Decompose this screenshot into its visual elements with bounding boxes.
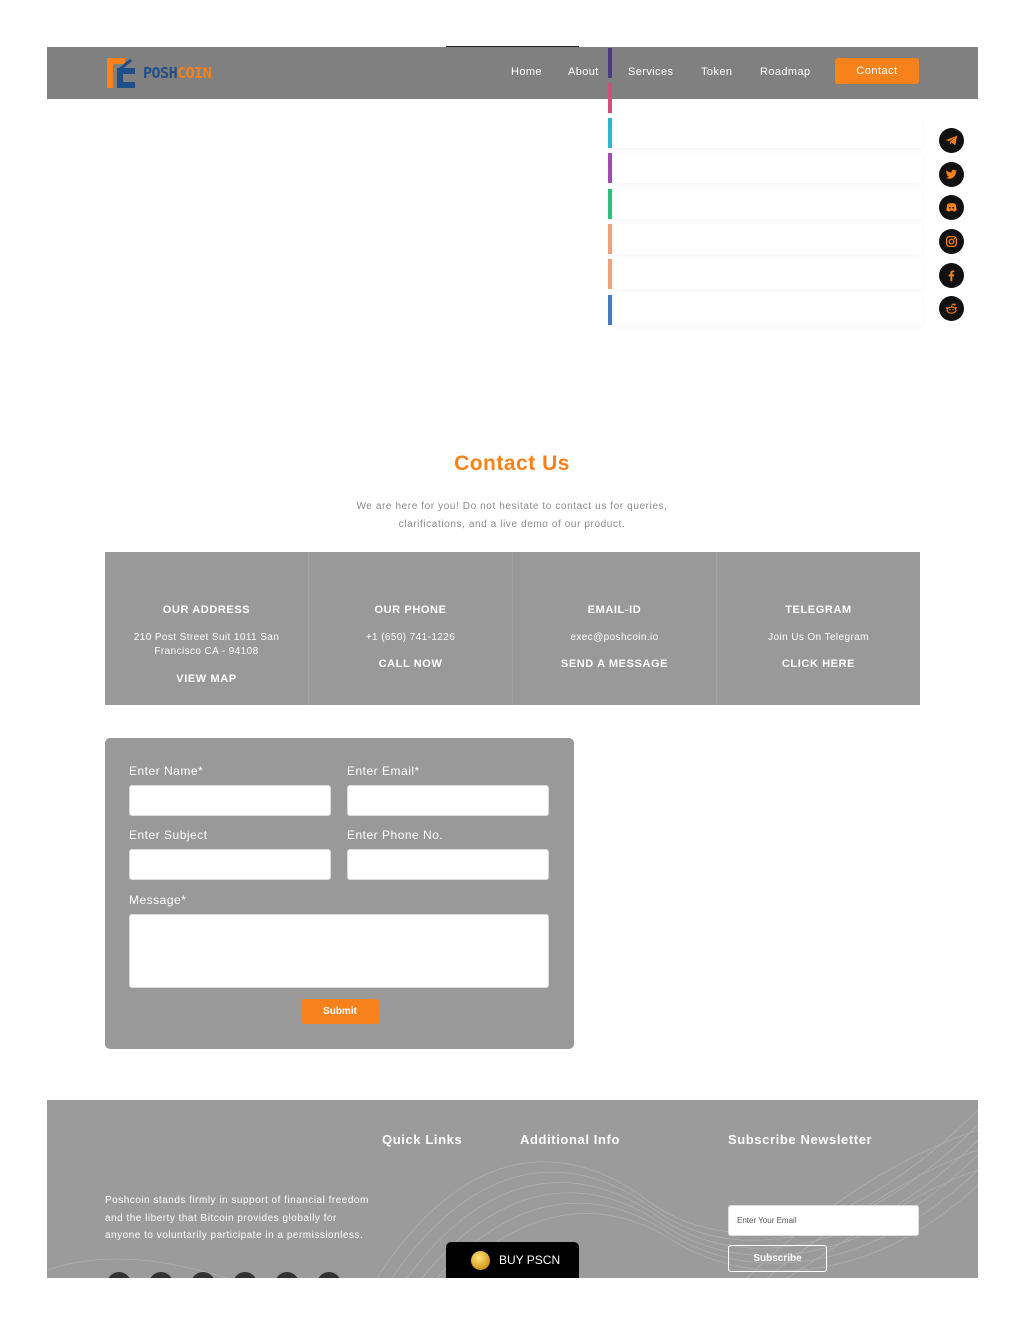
email-card <box>513 552 717 705</box>
email-input[interactable] <box>347 785 549 816</box>
submit-button[interactable]: Submit <box>301 999 379 1024</box>
email-label: Enter Email* <box>347 764 420 778</box>
nav-services[interactable]: Services <box>628 66 674 78</box>
phone-text: +1 (650) 741-1226 <box>365 632 456 643</box>
bar-item-8 <box>608 295 924 325</box>
contact-title: Contact Us <box>454 452 570 475</box>
footer-description: Poshcoin stands firmly in support of financial freedom and the liberty that Bitcoin provides globally for anyone to voluntarily participate in a permissionless. <box>105 1195 369 1241</box>
view-map-link[interactable]: VIEW MAP <box>176 673 237 685</box>
additional-info-heading: Additional Info <box>520 1132 620 1147</box>
reddit-icon[interactable] <box>939 296 964 321</box>
bar-stripe <box>608 224 612 254</box>
address-title: OUR ADDRESS <box>162 604 251 616</box>
bar-stripe <box>608 295 612 325</box>
quick-links-heading: Quick Links <box>382 1132 463 1147</box>
bar-card <box>614 153 922 183</box>
send-message-link[interactable]: SEND A MESSAGE <box>560 658 669 670</box>
bar-stripe <box>608 153 612 183</box>
message-textarea[interactable] <box>129 914 549 988</box>
nav-home[interactable]: Home <box>511 66 542 78</box>
nav-token[interactable]: Token <box>701 66 733 78</box>
address-text: 210 Post Street Suit 1011 San Francisco CA - 94108 <box>133 632 280 657</box>
logo-wordmark: POSHCOIN <box>143 64 212 82</box>
subject-input[interactable] <box>129 849 331 880</box>
phone-input[interactable] <box>347 849 549 880</box>
contact-button[interactable]: Contact <box>835 58 919 84</box>
phone-card <box>309 552 513 705</box>
name-input[interactable] <box>129 785 331 816</box>
nav-about[interactable]: About <box>568 66 599 78</box>
message-label: Message* <box>129 893 187 907</box>
bar-stripe <box>608 118 612 148</box>
poshcoin-logo[interactable] <box>105 56 211 90</box>
bar-item-4 <box>608 153 924 183</box>
telegram-card <box>717 552 920 705</box>
buy-pscn-label: BUY PSCN <box>499 1253 561 1267</box>
contact-form <box>105 738 574 1049</box>
bar-card <box>614 224 922 254</box>
bar-item-7 <box>608 259 924 289</box>
telegram-text: Join Us On Telegram <box>768 632 869 643</box>
bar-item-3 <box>608 118 924 148</box>
bar-stripe <box>608 259 612 289</box>
address-card <box>105 552 309 705</box>
bar-card <box>614 118 922 148</box>
subscribe-button[interactable]: Subscribe <box>728 1245 827 1272</box>
twitter-icon[interactable] <box>939 162 964 187</box>
logo-mark-icon <box>105 56 137 90</box>
contact-info-grid <box>105 552 920 705</box>
discord-icon[interactable] <box>939 195 964 220</box>
bar-stripe <box>608 189 612 219</box>
email-title: EMAIL-ID <box>587 604 642 616</box>
newsletter-email-input[interactable]: Enter Your Email <box>728 1205 919 1236</box>
bar-item-6 <box>608 224 924 254</box>
newsletter-heading: Subscribe Newsletter <box>728 1132 873 1147</box>
phone-title: OUR PHONE <box>374 604 447 616</box>
contact-subtitle: We are here for you! Do not hesitate to contact us for queries, clarifications, and a live demo of our product. <box>356 501 668 530</box>
facebook-icon[interactable] <box>939 263 964 288</box>
bar-item-1 <box>608 48 924 78</box>
name-label: Enter Name* <box>129 764 204 778</box>
telegram-icon[interactable] <box>939 128 964 153</box>
bar-item-2 <box>608 83 924 113</box>
phone-label: Enter Phone No. <box>347 828 444 842</box>
instagram-icon[interactable] <box>939 229 964 254</box>
telegram-title: TELEGRAM <box>785 604 852 616</box>
buy-pscn-button[interactable] <box>446 1242 579 1278</box>
bar-stripe <box>608 48 612 78</box>
coin-icon <box>471 1251 490 1270</box>
nav-roadmap[interactable]: Roadmap <box>760 66 811 78</box>
bar-item-5 <box>608 189 924 219</box>
bar-card <box>614 259 922 289</box>
bar-stripe <box>608 83 612 113</box>
email-text: exec@poshcoin.io <box>570 632 659 643</box>
bar-card <box>614 189 922 219</box>
bar-card <box>614 295 922 325</box>
click-here-link[interactable]: CLICK HERE <box>781 658 856 670</box>
subject-label: Enter Subject <box>129 828 208 842</box>
call-now-link[interactable]: CALL NOW <box>378 658 443 670</box>
